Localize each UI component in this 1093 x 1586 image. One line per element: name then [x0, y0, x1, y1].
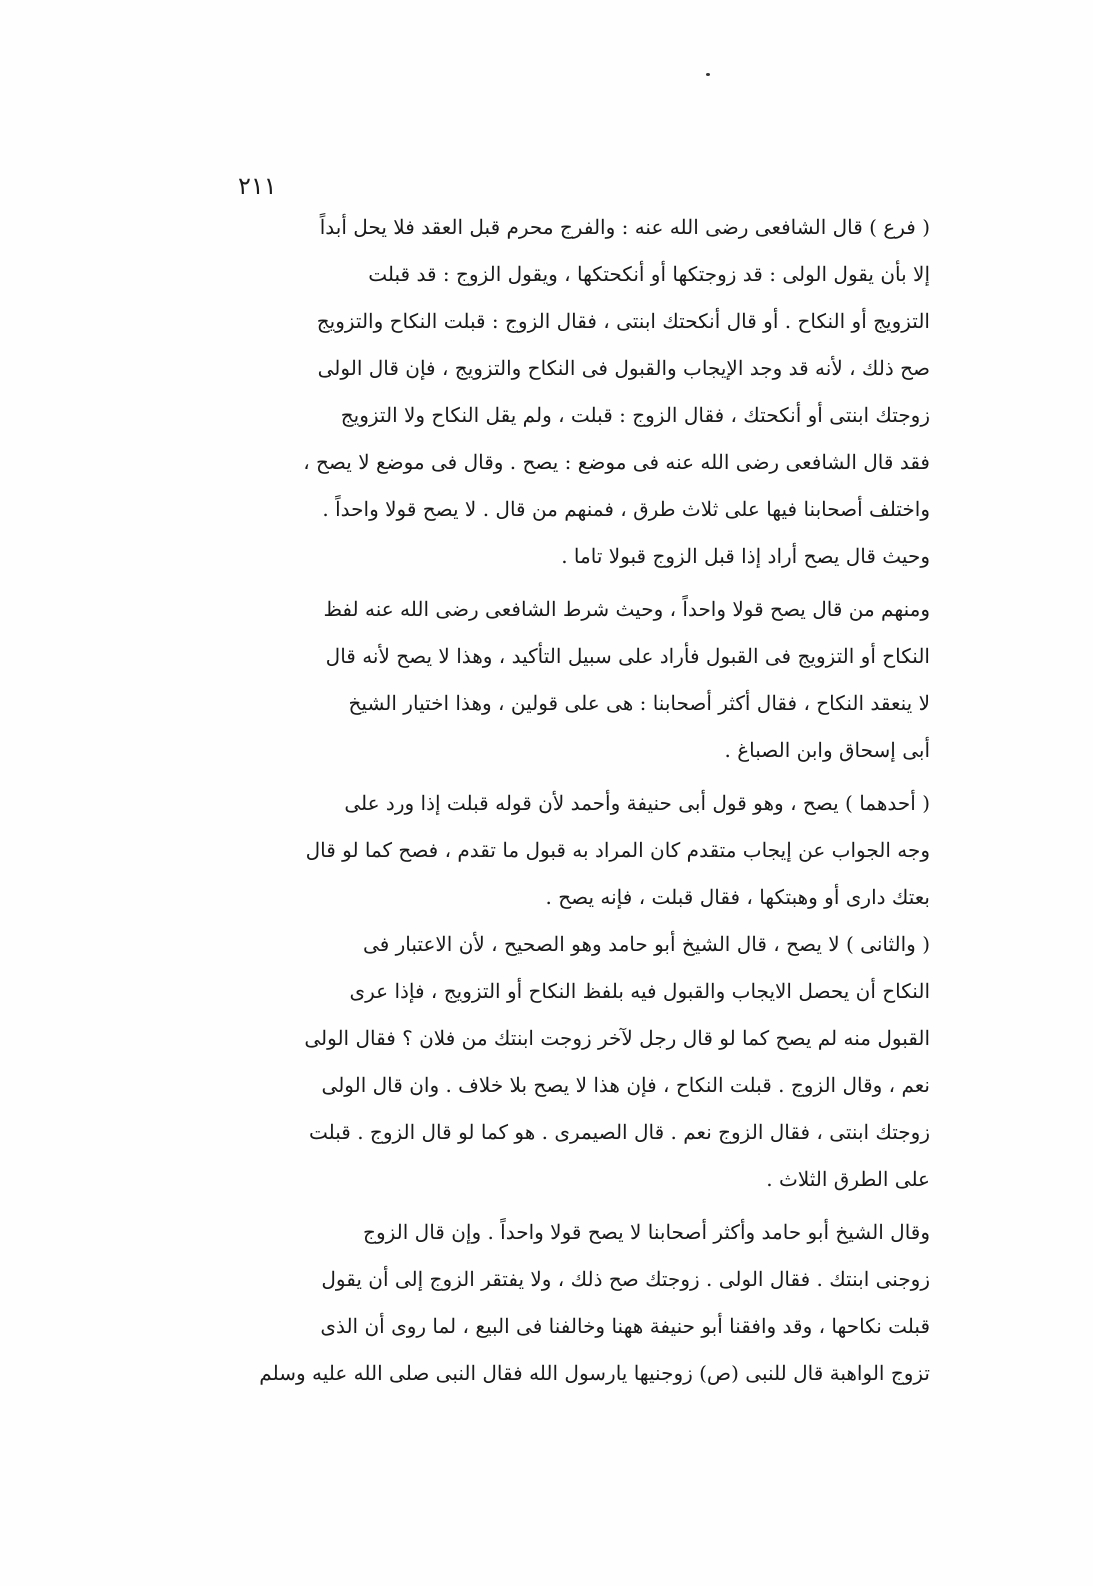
text-line: تزوج الواهبة قال للنبى (ص) زوجنيها يارسول الله فقال النبى صلى الله عليه وسلم [259, 1361, 930, 1385]
text-line: ( أحدهما ) يصح ، وهو قول أبى حنيفة وأحمد لأن قوله قبلت إذا ورد على [344, 791, 930, 815]
text-line: واختلف أصحابنا فيها على ثلاث طرق ، فمنهم من قال . لا يصح قولا واحداً . [322, 497, 930, 521]
text-line: صح ذلك ، لأنه قد وجد الإيجاب والقبول فى النكاح والتزويج ، فإن قال الولى [317, 356, 930, 380]
text-line: التزويج أو النكاح . أو قال أنكحتك ابنتى ، فقال الزوج : قبلت النكاح والتزويج [316, 309, 930, 333]
text-line: زوجتك ابنتى ، فقال الزوج نعم . قال الصيمرى . هو كما لو قال الزوج . قبلت [308, 1120, 930, 1144]
page-number: ٢١١ [238, 172, 277, 200]
text-line: زوجنى ابنتك . فقال الولى . زوجتك صح ذلك ، ولا يفتقر الزوج إلى أن يقول [321, 1267, 930, 1291]
text-line: وحيث قال يصح أراد إذا قبل الزوج قبولا تاما . [561, 544, 930, 568]
text-line: وجه الجواب عن إيجاب متقدم كان المراد به قبول ما تقدم ، فصح كما لو قال [305, 838, 930, 862]
text-line: على الطرق الثلاث . [766, 1167, 930, 1191]
text-line: لا ينعقد النكاح ، فقال أكثر أصحابنا : هى على قولين ، وهذا اختيار الشيخ [348, 691, 930, 715]
text-line: إلا بأن يقول الولى : قد زوجتكها أو أنكحتكها ، ويقول الزوج : قد قبلت [368, 262, 930, 286]
paragraph [206, 586, 930, 774]
text-line: قبلت نكاحها ، وقد وافقنا أبو حنيفة ههنا وخالفنا فى البيع ، لما روى أن الذى [320, 1314, 930, 1338]
text-line: النكاح أو التزويج فى القبول فأراد على سبيل التأكيد ، وهذا لا يصح لأنه قال [325, 644, 930, 668]
text-line: أبى إسحاق وابن الصباغ . [724, 738, 930, 762]
text-line: ( فرع ) قال الشافعى رضى الله عنه : والفرج محرم قبل العقد فلا يحل أبداً [319, 215, 930, 239]
text-line: نعم ، وقال الزوج . قبلت النكاح ، فإن هذا لا يصح بلا خلاف . وان قال الولى [321, 1073, 930, 1097]
paragraph [206, 780, 930, 921]
text-line: وقال الشيخ أبو حامد وأكثر أصحابنا لا يصح قولا واحداً . وإن قال الزوج [363, 1220, 930, 1244]
ink-speck [706, 73, 710, 76]
paragraph [206, 1209, 930, 1397]
text-line: القبول منه لم يصح كما لو قال رجل لآخر زوجت ابنتك من فلان ؟ فقال الولى [304, 1026, 930, 1050]
body-text [206, 204, 930, 1397]
text-line: بعتك دارى أو وهبتكها ، فقال قبلت ، فإنه يصح . [545, 885, 930, 909]
text-line: فقد قال الشافعى رضى الله عنه فى موضع : يصح . وقال فى موضع لا يصح ، [303, 450, 930, 474]
text-line: زوجتك ابنتى أو أنكحتك ، فقال الزوج : قبلت ، ولم يقل النكاح ولا التزويج [340, 403, 930, 427]
text-line: ومنهم من قال يصح قولا واحداً ، وحيث شرط الشافعى رضى الله عنه لفظ [323, 597, 930, 621]
paragraph [206, 204, 930, 580]
text-line: ( والثانى ) لا يصح ، قال الشيخ أبو حامد وهو الصحيح ، لأن الاعتبار فى [363, 932, 930, 956]
paragraph [206, 921, 930, 1203]
text-line: النكاح أن يحصل الايجاب والقبول فيه بلفظ النكاح أو التزويج ، فإذا عرى [349, 979, 930, 1003]
